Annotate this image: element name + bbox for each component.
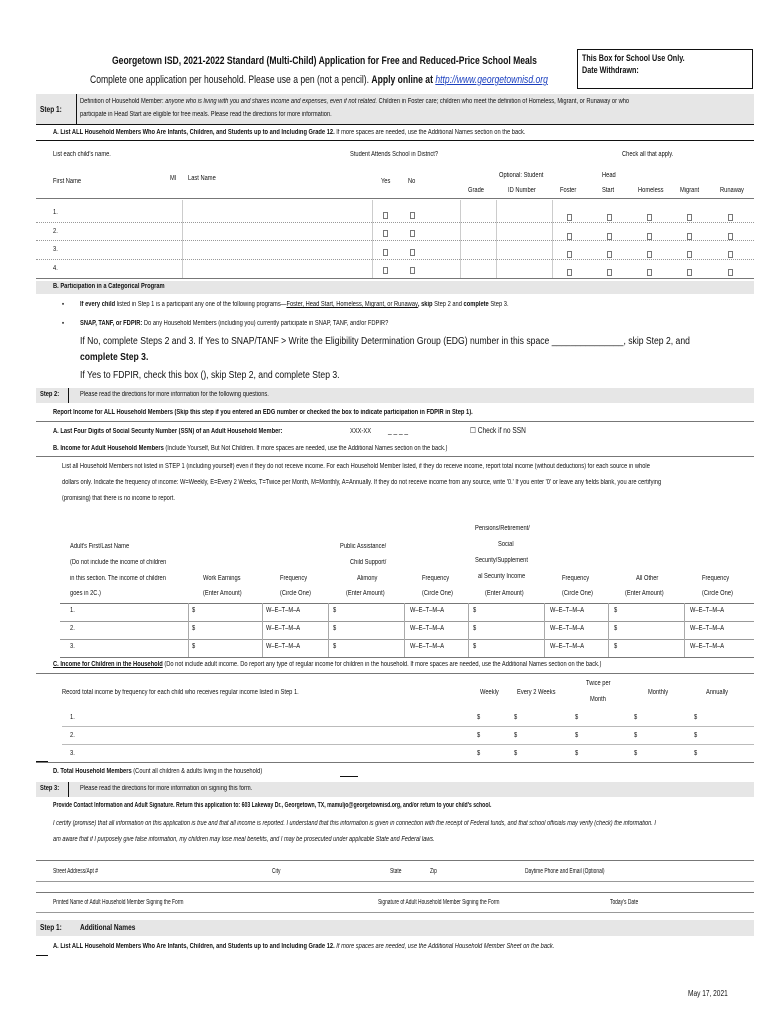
pension-frequency[interactable]: W–E–T–M–A (550, 643, 585, 650)
form-subtitle (90, 74, 548, 86)
pension-header-3: Security/Supplement (475, 557, 528, 564)
pension-frequency[interactable]: W–E–T–M–A (550, 625, 585, 632)
col-start: Start (602, 187, 615, 194)
twice-dollar[interactable]: $ (575, 714, 579, 721)
footer-date: May 17, 2021 (688, 989, 728, 998)
col-head: Head (602, 172, 616, 179)
foster-checkbox[interactable] (567, 233, 572, 240)
annually-dollar[interactable]: $ (694, 714, 698, 721)
child-row-label: 3. (53, 246, 58, 253)
other-dollar[interactable]: $ (614, 625, 618, 632)
skip-word: , skip (417, 301, 433, 308)
twice-dollar[interactable]: $ (575, 750, 579, 757)
school-use-label: This Box for School Use Only. (582, 53, 685, 63)
section-b-title: B. Participation in a Categorical Program (53, 283, 165, 290)
assist-dollar[interactable]: $ (333, 625, 337, 632)
school-use-box (577, 49, 753, 89)
enter-amount-label: (Enter Amount) (625, 590, 664, 597)
other-dollar[interactable]: $ (614, 607, 618, 614)
list-instructions-3: (promising) that there is no income to report. (62, 495, 175, 502)
work-dollar[interactable]: $ (192, 607, 196, 614)
every2-dollar[interactable]: $ (514, 750, 518, 757)
additional-names-title: Additional Names (80, 923, 136, 932)
definition-text: anyone who is living with you and shares income and expenses, even if not related. (165, 98, 378, 105)
homeless-checkbox[interactable] (647, 233, 652, 240)
programs-list: Foster, Head Start, Homeless, Migrant, or Runaway (286, 301, 418, 308)
complete-word: complete (463, 301, 489, 308)
every-child-text: listed in Step 1 is a participant any one of the following programs— (116, 301, 287, 308)
public-assist-header-2: Child Support/ (350, 559, 387, 566)
circle-one-label: (Circle One) (280, 590, 311, 597)
every2-header: Every 2 Weeks (517, 689, 556, 696)
runaway-checkbox[interactable] (728, 233, 733, 240)
pension-header-1: Pensions/Retirement/ (475, 525, 530, 532)
assist-frequency[interactable]: W–E–T–M–A (410, 625, 445, 632)
col-id-number: ID Number (508, 187, 536, 194)
work-frequency[interactable]: W–E–T–M–A (266, 643, 301, 650)
pension-frequency[interactable]: W–E–T–M–A (550, 607, 585, 614)
ssn-mask: XXX-XX (350, 428, 372, 435)
additional-section-a (53, 943, 554, 950)
list-instructions-2: dollars only. Indicate the frequency of income: W=Weekly, E=Every 2 Weeks, T=Twice per Month, M=Monthly, A=Annually. If they do not receive income from any source, write '0.' If you enter '0' or leave any fields blank, you are certifying (62, 479, 662, 486)
every2-dollar[interactable]: $ (514, 732, 518, 739)
child-income-number: 2. (70, 732, 75, 739)
step2-word: Step 2 and (434, 301, 462, 308)
frequency-header: Frequency (280, 575, 308, 582)
frequency-header: Frequency (702, 575, 730, 582)
no-ssn-checkbox[interactable]: ☐ Check if no SSN (470, 426, 526, 435)
circle-one-label: (Circle One) (702, 590, 733, 597)
pension-header-4: al Security Income (478, 573, 526, 580)
weekly-dollar[interactable]: $ (477, 750, 481, 757)
col-first-name: First Name (53, 178, 82, 185)
record-total-label: Record total income by frequency for each child who receives regular income listed in Step 1. (62, 689, 299, 696)
pension-dollar[interactable]: $ (473, 625, 477, 632)
total-household-input[interactable] (340, 776, 358, 777)
work-dollar[interactable]: $ (192, 643, 196, 650)
state-field[interactable]: State (390, 868, 402, 875)
work-dollar[interactable]: $ (192, 625, 196, 632)
definition-lead: Definition of Household Member: (80, 98, 164, 105)
month-header: Month (590, 696, 606, 703)
col-foster: Foster (560, 187, 577, 194)
circle-one-label: (Circle One) (562, 590, 593, 597)
snap-bold: SNAP, TANF, or FDPIR: (80, 320, 143, 327)
additional-section-a-bold: A. List ALL Household Members Who Are Infants, Children, and Students up to and Including Grade 12. (53, 943, 335, 950)
snap-text: Do any Household Members (including you) currently participate in SNAP, TANF, and/or FDPIR? (143, 320, 389, 327)
runaway-checkbox[interactable] (728, 214, 733, 221)
weekly-dollar[interactable]: $ (477, 714, 481, 721)
homeless-checkbox[interactable] (647, 214, 652, 221)
foster-checkbox[interactable] (567, 214, 572, 221)
additional-section-a-note: If more spaces are needed, use the Additional Household Member Sheet on the back. (336, 943, 555, 950)
subtitle-instructions: Complete one application per household. Please use a pen (not a pencil). (90, 74, 370, 86)
section-a-note: If more spaces are needed, use the Additional Names section on the back. (336, 129, 526, 136)
every2-dollar[interactable]: $ (514, 714, 518, 721)
child-row-label: 4. (53, 265, 58, 272)
child-income-number: 1. (70, 714, 75, 721)
col-yes: Yes (381, 178, 391, 185)
annually-dollar[interactable]: $ (694, 732, 698, 739)
bullet-dot: ▪ (62, 301, 65, 308)
attends-yes-checkbox[interactable] (383, 249, 388, 256)
migrant-checkbox[interactable] (687, 251, 692, 258)
col-mi: MI (170, 175, 177, 182)
total-household-label (53, 768, 262, 775)
additional-step-label: Step 1: (40, 923, 62, 932)
street-address-field[interactable]: Street Address/Apt # (53, 868, 98, 875)
foster-checkbox[interactable] (567, 269, 572, 276)
attends-no-checkbox[interactable] (410, 249, 415, 256)
other-frequency[interactable]: W–E–T–M–A (690, 625, 725, 632)
annually-dollar[interactable]: $ (694, 750, 698, 757)
total-household-bold: D. Total Household Members (53, 768, 132, 775)
ssn-input[interactable]: _ _ _ _ (388, 426, 409, 435)
phone-email-field[interactable]: Daytime Phone and Email (Optional) (525, 868, 605, 875)
adult-income-bold: B. Income for Adult Household Members (53, 445, 164, 452)
col-migrant: Migrant (680, 187, 700, 194)
if-no-line: If No, complete Steps 2 and 3. If Yes to SNAP/TANF > Write the Eligibility Determination Group (EDG) number in this space _______________, skip Step 2, and (80, 336, 690, 347)
assist-dollar[interactable]: $ (333, 607, 337, 614)
list-child-label: List each child's name. (53, 151, 111, 158)
zip-field[interactable]: Zip (430, 868, 437, 875)
contact-info-heading: Provide Contact Information and Adult Signature. Return this application to: 603 Lakeway Dr., Georgetown, TX, mamuljo@georgetownisd.org, and/or return to your child's school. (53, 802, 492, 809)
child-row-label: 1. (53, 209, 58, 216)
child-income-note: (Do not include adult income. Do report any type of regular income for children in the household. If more spaces are needed, use the Additional Names section on the back.) (164, 661, 602, 668)
twice-dollar[interactable]: $ (575, 732, 579, 739)
enter-amount-label: (Enter Amount) (485, 590, 524, 597)
homeless-checkbox[interactable] (647, 251, 652, 258)
monthly-dollar[interactable]: $ (634, 714, 638, 721)
head-start-checkbox[interactable] (607, 214, 612, 221)
head-start-checkbox[interactable] (607, 269, 612, 276)
adult-name-header: Adult's First/Last Name (70, 543, 130, 550)
circle-one-label: (Circle One) (422, 590, 453, 597)
step1-section-a (53, 129, 526, 136)
col-no: No (408, 178, 416, 185)
attends-yes-checkbox[interactable] (383, 267, 388, 274)
weekly-header: Weekly (480, 689, 499, 696)
other-dollar[interactable]: $ (614, 643, 618, 650)
check-all-label: Check all that apply. (622, 151, 674, 158)
pension-dollar[interactable]: $ (473, 607, 477, 614)
twice-header: Twice per (586, 680, 611, 687)
adult-name-note-3: goes in 2C.) (70, 590, 101, 597)
attends-yes-checkbox[interactable] (383, 212, 388, 219)
runaway-checkbox[interactable] (728, 269, 733, 276)
city-field[interactable]: City (272, 868, 281, 875)
apply-online-link[interactable]: http://www.georgetownisd.org (435, 74, 548, 86)
attends-school-label: Student Attends School in District? (350, 151, 439, 158)
signature-field[interactable]: Signature of Adult Household Member Signing the Form (378, 899, 500, 906)
public-assist-header-3: Alimony (357, 575, 378, 582)
if-no-line2: complete Step 3. (80, 352, 149, 363)
foster-checkbox[interactable] (567, 251, 572, 258)
enter-amount-label: (Enter Amount) (203, 590, 242, 597)
certify-line-1: I certify (promise) that all information on this application is true and that all income is reported. I understand that this information is given in connection with the receipt of Federal funds, and that school officials may verify (check) the information. I (53, 820, 656, 827)
attends-no-checkbox[interactable] (410, 230, 415, 237)
certify-line-2: am aware that if I purposely give false information, my children may lose meal benefits, and I may be prosecuted under applicable State and Federal laws. (53, 836, 435, 843)
child-income-heading (53, 661, 601, 668)
col-optional-id: Optional: Student (499, 172, 544, 179)
annually-header: Annually (706, 689, 729, 696)
weekly-dollar[interactable]: $ (477, 732, 481, 739)
step1-label: Step 1: (40, 105, 62, 114)
subtitle-apply-online: Apply online at (371, 74, 433, 86)
migrant-checkbox[interactable] (687, 233, 692, 240)
step3-label: Step 3: (40, 785, 60, 792)
child-income-number: 3. (70, 750, 75, 757)
head-start-checkbox[interactable] (607, 233, 612, 240)
ssn-label: A. Last Four Digits of Social Security Number (SSN) of an Adult Household Member: (53, 428, 283, 435)
enter-amount-label: (Enter Amount) (346, 590, 385, 597)
report-income-heading: Report Income for ALL Household Members (Skip this step if you entered an EDG number or checked the box to indicate participation in FDPIR in Step 1). (53, 409, 473, 416)
household-definition (80, 96, 629, 107)
date-withdrawn-label: Date Withdrawn: (582, 65, 639, 75)
migrant-checkbox[interactable] (687, 269, 692, 276)
bullet-snap (80, 320, 388, 327)
adult-row-number: 2. (70, 625, 75, 632)
work-frequency[interactable]: W–E–T–M–A (266, 625, 301, 632)
col-grade: Grade (468, 187, 484, 194)
child-row-label: 2. (53, 228, 58, 235)
adult-row-number: 1. (70, 607, 75, 614)
assist-dollar[interactable]: $ (333, 643, 337, 650)
monthly-header: Monthly (648, 689, 669, 696)
assist-frequency[interactable]: W–E–T–M–A (410, 643, 445, 650)
section-a-heading: A. List ALL Household Members Who Are Infants, Children, and Students up to and Including Grade 12. (53, 129, 335, 136)
adult-name-note-2: in this section. The income of children (70, 575, 166, 582)
every-child-bold: If every child (80, 301, 116, 308)
assist-frequency[interactable]: W–E–T–M–A (410, 607, 445, 614)
migrant-checkbox[interactable] (687, 214, 692, 221)
monthly-dollar[interactable]: $ (634, 732, 638, 739)
monthly-dollar[interactable]: $ (634, 750, 638, 757)
step2-label: Step 2: (40, 391, 60, 398)
attends-yes-checkbox[interactable] (383, 230, 388, 237)
col-runaway: Runaway (720, 187, 744, 194)
work-frequency[interactable]: W–E–T–M–A (266, 607, 301, 614)
attends-no-checkbox[interactable] (410, 267, 415, 274)
adult-income-note: (Include Yourself, But Not Children. If more spaces are needed, use the Additional Names section on the back.) (165, 445, 448, 452)
total-household-note: (Count all children & adults living in the household) (133, 768, 263, 775)
form-title: Georgetown ISD, 2021-2022 Standard (Multi-Child) Application for Free and Reduced-Price School Meals (112, 55, 537, 67)
homeless-checkbox[interactable] (647, 269, 652, 276)
runaway-checkbox[interactable] (728, 251, 733, 258)
adult-income-heading (53, 445, 447, 452)
frequency-header: Frequency (562, 575, 590, 582)
all-other-header: All Other (636, 575, 659, 582)
frequency-header: Frequency (422, 575, 450, 582)
adult-row-number: 3. (70, 643, 75, 650)
bullet-every-child (80, 301, 509, 308)
head-start-checkbox[interactable] (607, 251, 612, 258)
definition-line2: participate in Head Start are eligible for free meals. Please read the directions for more information. (80, 111, 332, 118)
step3-word: Step 3. (490, 301, 509, 308)
printed-name-field[interactable]: Printed Name of Adult Household Member Signing the Form (53, 899, 184, 906)
pension-header-2: Social (498, 541, 514, 548)
col-last-name: Last Name (188, 175, 216, 182)
public-assist-header-1: Public Assistance/ (340, 543, 387, 550)
if-fdpir-line: If Yes to FDPIR, check this box (), skip Step 2, and complete Step 3. (80, 370, 340, 381)
attends-no-checkbox[interactable] (410, 212, 415, 219)
child-income-bold: C. Income for Children in the Household (53, 661, 163, 668)
col-homeless: Homeless (638, 187, 664, 194)
other-frequency[interactable]: W–E–T–M–A (690, 607, 725, 614)
pension-dollar[interactable]: $ (473, 643, 477, 650)
step2-directions: Please read the directions for more information for the following questions. (80, 391, 269, 398)
bullet-dot: ▪ (62, 320, 65, 327)
adult-name-note-1: (Do not include the income of children (70, 559, 167, 566)
additional-names-band (36, 920, 754, 936)
definition-rest: Children in Foster care; children who meet the definition of Homeless, Migrant, or Runaway or who (378, 98, 630, 105)
other-frequency[interactable]: W–E–T–M–A (690, 643, 725, 650)
step3-directions: Please read the directions for more information on signing this form. (80, 785, 253, 792)
todays-date-field[interactable]: Today's Date (610, 899, 639, 906)
list-instructions-1: List all Household Members not listed in STEP 1 (including yourself) even if they do not receive income. For each Household Member listed, if they do receive income, report total income (without deductions) for each source in whole (62, 463, 650, 470)
work-earnings-header: Work Earnings (203, 575, 241, 582)
